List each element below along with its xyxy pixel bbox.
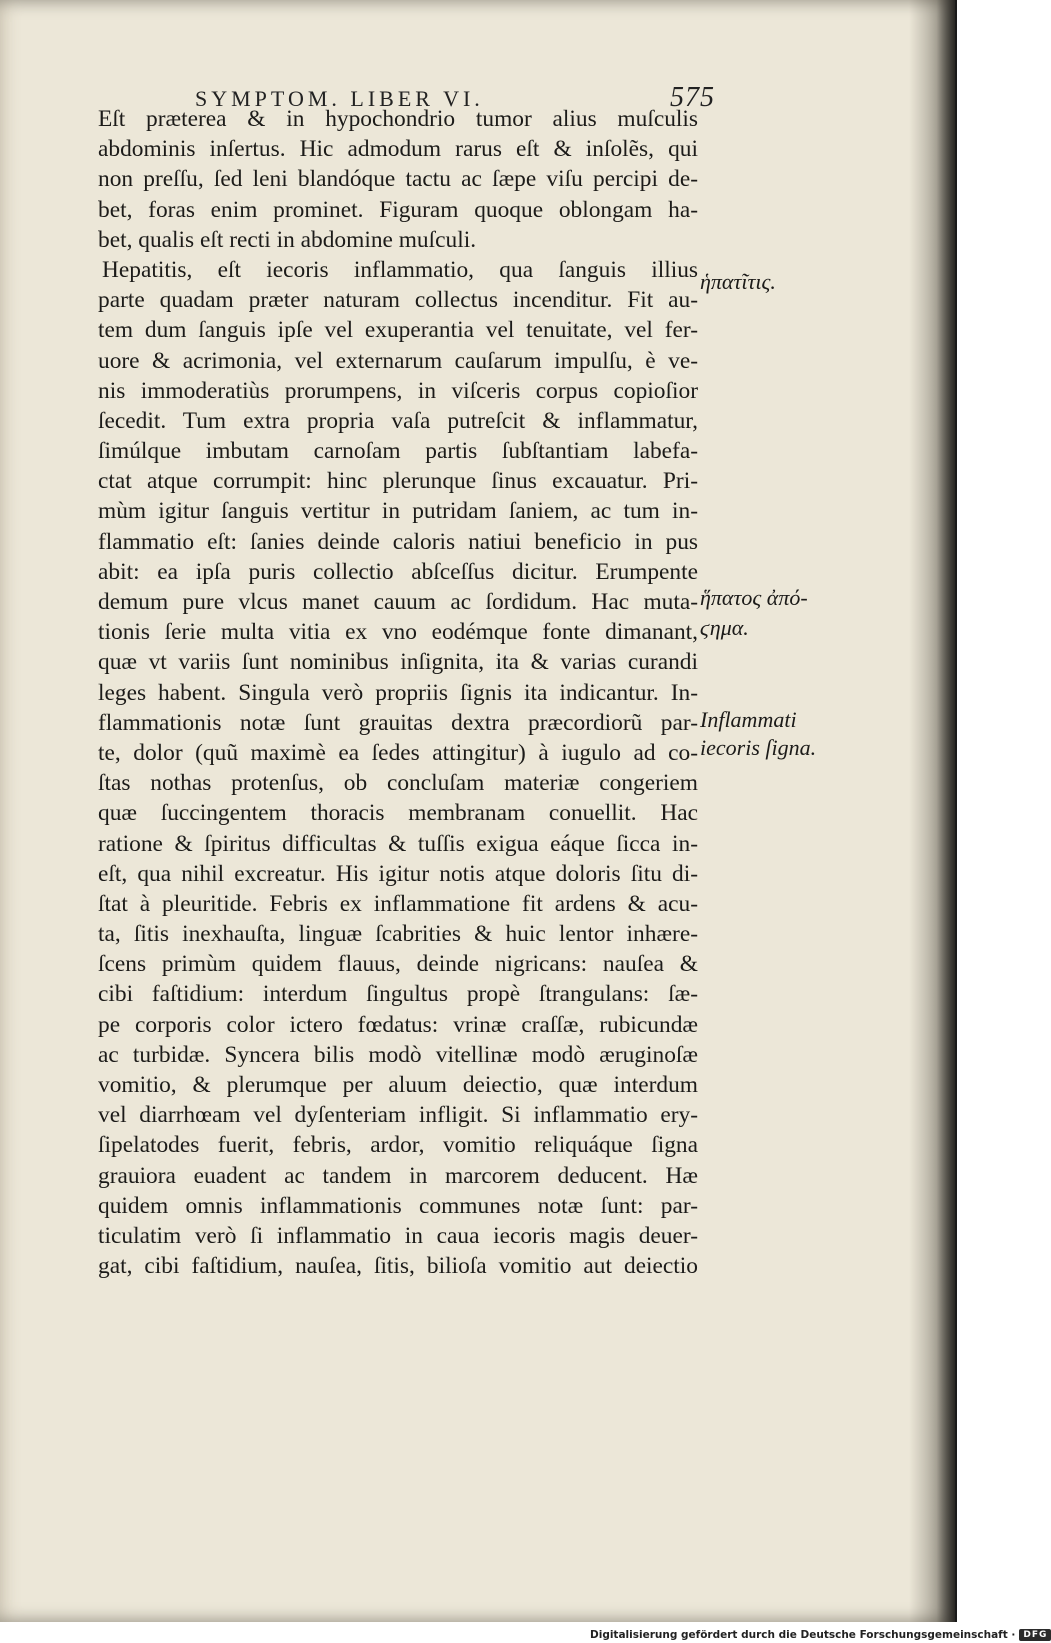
body-text [98,104,698,1281]
dfg-logo-icon: DFG [1019,1629,1051,1641]
text-line: parte quadam præter naturam collectus incenditur. Fit au- [98,287,698,314]
text-line: gat, cibi faſtidium, nauſea, ſitis, bilioſa vomitio aut deiectio [98,1253,698,1280]
page-number: 575 [670,82,715,113]
text-line: quidem omnis inflammationis communes notæ ſunt: par- [98,1192,698,1219]
text-line: bet, foras enim prominet. Figuram quoque oblongam ha- [98,196,698,223]
text-line: ctat atque corrumpit: hinc plerunque ſinus excauatur. Pri- [98,468,698,495]
marginal-note-signs-2: iecoris ſigna. [700,735,817,760]
page-edge-shadow [909,0,955,1622]
text-line: tionis ſerie multa vitia ex vno eodémque fonte dimanant, [98,619,698,646]
text-line: cibi faſtidium: interdum ſingultus propè ſtrangulans: ſæ- [98,981,698,1008]
text-line: ſipelatodes fuerit, febris, ardor, vomitio reliquáque ſigna [98,1132,698,1159]
text-line: non preſſu, ſed leni blandóque tactu ac ſæpe viſu percipi de- [98,166,698,193]
digitization-credit [590,1629,1051,1641]
credit-text: Digitalisierung gefördert durch die Deutsche Forschungsgemeinschaft · [590,1629,1016,1641]
text-line: pe corporis color ictero fœdatus: vrinæ craſſæ, rubicundæ [98,1011,698,1038]
marginal-note-abscess-1: ἥπατος ἀπό- [700,585,808,610]
text-line: Eſt præterea & in hypochondrio tumor alius muſculis [98,106,698,132]
text-line: leges habent. Singula verò propriis ſignis ita indicantur. In- [98,679,698,706]
marginal-note-abscess-2: ϛημα. [700,615,749,640]
running-head-title: SYMPTOM. LIBER VI. [195,86,484,111]
text-line: Hepatitis, eſt iecoris inflammatio, qua ſanguis illius [102,256,698,283]
text-line: ſimúlque imbutam carnoſam partis ſubſtantiam labefa- [98,438,698,465]
marginal-note-signs-1: Inflammati [700,707,797,732]
text-line: tem dum ſanguis ipſe vel exuperantia vel tenuitate, vel fer- [98,317,698,344]
text-line: abdominis inſertus. Hic admodum rarus eſt & inſolẽs, qui [98,136,698,163]
text-line: ta, ſitis inexhauſta, linguæ ſcabrities & huic lentor inhære- [98,921,698,948]
text-line: quæ ſuccingentem thoracis membranam conuellit. Hac [98,800,698,827]
text-line: nis immoderatiùs prorumpens, in viſceris corpus copioſior [98,377,698,404]
text-line: vomitio, & plerumque per aluum deiectio, quæ interdum [98,1072,698,1098]
marginal-note-hepatitis: ἡπατῖτις. [700,269,776,294]
text-line: mùm igitur ſanguis vertitur in putridam ſaniem, ac tum in- [98,498,698,525]
text-line: ſtat à pleuritide. Febris ex inflammatione fit ardens & acu- [98,890,698,917]
text-line: flammatio eſt: ſanies deinde caloris natiui beneficio in pus [98,528,698,555]
text-line: ac turbidæ. Syncera bilis modò vitellinæ modò æruginoſæ [98,1041,698,1068]
text-line: ſcens primùm quidem flauus, deinde nigricans: nauſea & [98,951,698,978]
text-line: eſt, qua nihil excreatur. His igitur notis atque doloris ſitu di- [98,860,698,887]
text-line: ticulatim verò ſi inflammatio in caua iecoris magis deuer- [98,1222,698,1249]
text-line: bet, qualis eſt recti in abdomine muſculi. [98,226,477,253]
text-line: quæ vt variis ſunt nominibus inſignita, ita & varias curandi [98,649,698,676]
text-line: grauiora euadent ac tandem in marcorem deducent. Hæ [98,1162,698,1189]
text-line: vel diarrhœam vel dyſenteriam infligit. Si inflammatio ery- [98,1102,698,1129]
text-line: ratione & ſpiritus difficultas & tuſſis exigua eáque ſicca in- [98,830,698,857]
text-line: flammationis notæ ſunt grauitas dextra præcordiorũ par- [98,709,698,736]
text-line: abit: ea ipſa puris collectio abſceſſus dicitur. Erumpente [98,558,698,585]
text-line: ſtas nothas protenſus, ob concluſam materiæ congeriem [98,770,698,797]
text-line: te, dolor (quũ maximè ea ſedes attingitur) à iugulo ad co- [98,739,698,766]
text-line: ſecedit. Tum extra propria vaſa putreſcit & inflammatur, [98,407,698,434]
text-line: demum pure vlcus manet cauum ac ſordidum. Hac muta- [98,589,698,615]
text-line: uore & acrimonia, vel externarum cauſarum impulſu, è ve- [98,347,698,374]
